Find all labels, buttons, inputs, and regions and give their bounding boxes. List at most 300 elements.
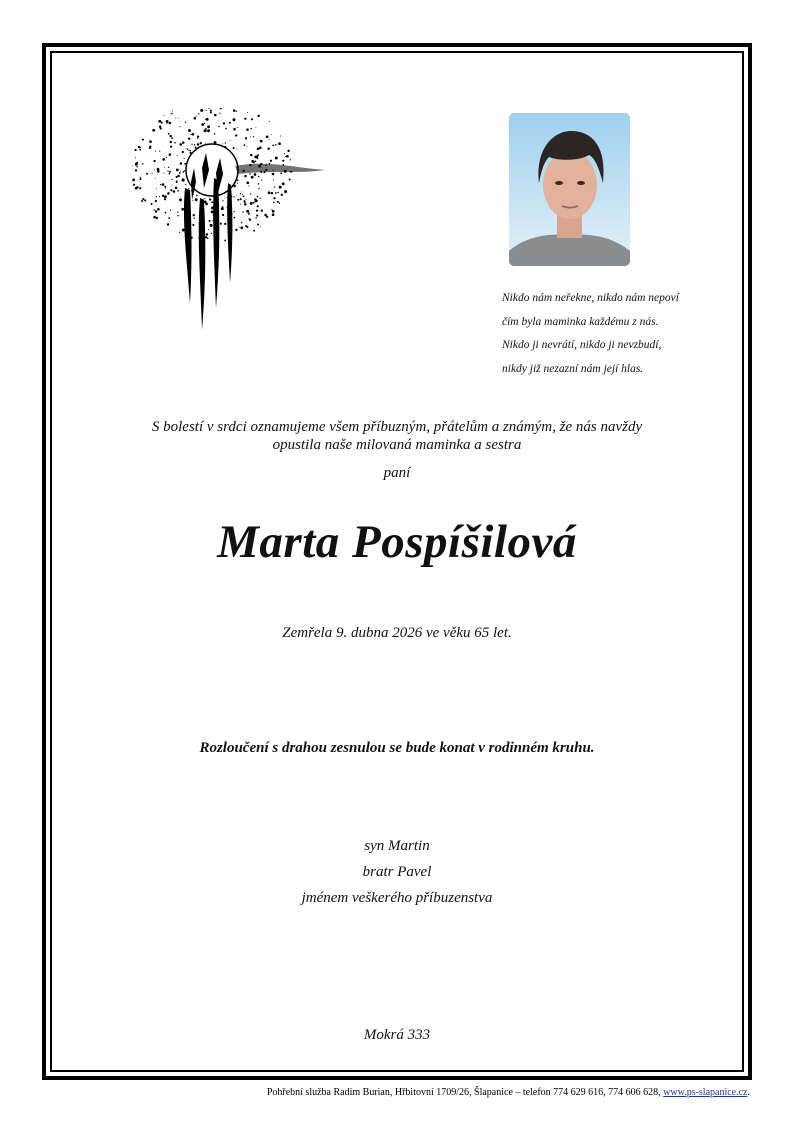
ornament-speck <box>188 188 189 189</box>
ornament-speck <box>282 160 284 162</box>
ornament-speck <box>240 198 242 200</box>
ornament-speck <box>176 181 178 183</box>
ornament-speck <box>195 198 198 201</box>
ornament-speck <box>172 110 173 111</box>
ornament-speck <box>142 163 144 165</box>
ornament-speck <box>194 217 195 218</box>
ornament-speck <box>244 203 247 206</box>
ornament-speck <box>284 153 285 154</box>
ornament-speck <box>272 213 275 216</box>
ornament-speck <box>157 168 160 171</box>
ornament-speck <box>154 216 155 217</box>
ornament-speck <box>166 123 167 124</box>
announcement-line-1: S bolestí v srdci oznamujeme všem příbuzným, přátelům a známým, že nás navždy <box>151 419 643 435</box>
ornament-speck <box>243 195 245 197</box>
ornament-speck <box>261 210 263 212</box>
ornament-speck <box>192 133 195 136</box>
ornament-speck <box>240 204 241 205</box>
ornament-speck <box>171 179 172 180</box>
ornament-speck <box>259 198 260 199</box>
ornament-speck <box>204 198 205 199</box>
ornament-speck <box>185 184 186 185</box>
ornament-speck <box>250 202 253 205</box>
ornament-speck <box>237 199 239 201</box>
ornament-speck <box>226 197 227 198</box>
ornament-speck <box>161 122 163 124</box>
signer: jménem veškerého příbuzenstva <box>301 890 493 906</box>
ornament-speck <box>225 128 227 130</box>
ornament-speck <box>164 167 165 168</box>
ornament-speck <box>257 205 259 207</box>
ornament-speck <box>246 146 247 147</box>
ornament-speck <box>246 199 247 200</box>
ornament-speck <box>244 118 246 120</box>
ornament-speck <box>211 210 214 213</box>
ornament-speck <box>164 195 167 198</box>
ornament-speck <box>250 154 252 156</box>
ornament-speck <box>275 144 277 146</box>
ornament-speck <box>165 188 166 189</box>
ornament-speck <box>167 192 170 195</box>
ornament-speck <box>177 212 178 213</box>
ornament-speck <box>257 115 259 117</box>
ornament-speck <box>177 215 179 217</box>
ornament-speck <box>275 192 277 194</box>
ornament-speck <box>181 208 184 211</box>
ornament-speck <box>132 178 135 181</box>
ornament-speck <box>207 237 209 239</box>
ornament-speck <box>269 121 270 122</box>
ornament-speck <box>269 139 270 140</box>
ornament-speck <box>146 173 148 175</box>
ornament-speck <box>214 133 216 135</box>
ornament-speck <box>132 165 133 166</box>
ornament-speck <box>246 181 249 184</box>
ornament-speck <box>275 157 278 160</box>
ornament-speck <box>182 229 185 232</box>
ornament-speck <box>211 201 213 203</box>
ornament-speck <box>233 118 236 121</box>
ornament-speck <box>168 217 170 219</box>
ornament-speck <box>234 217 236 219</box>
ornament-speck <box>248 213 250 215</box>
ornament-speck <box>289 179 291 181</box>
ornament-speck <box>258 183 260 185</box>
ornament-speck <box>149 140 152 143</box>
ornament-speck <box>169 153 172 156</box>
ornament-speck <box>287 150 289 152</box>
ornament-speck <box>160 127 162 129</box>
ornament-speck <box>219 113 220 114</box>
ornament-speck <box>189 150 191 152</box>
ornament-speck <box>235 134 237 136</box>
ornament-speck <box>139 178 141 180</box>
ornament-speck <box>253 136 254 137</box>
ornament-speck <box>244 201 246 203</box>
ornament-speck <box>233 211 234 212</box>
ornament-speck <box>267 147 269 149</box>
deceased-name: Marta Pospíšilová <box>217 516 577 568</box>
ornament-speck <box>209 220 211 222</box>
ornament-speck <box>187 149 188 150</box>
ornament-speck <box>256 209 258 211</box>
ornament-speck <box>240 226 243 229</box>
ornament-speck <box>253 202 255 204</box>
ornament-speck <box>279 203 280 204</box>
ornament-speck <box>255 160 257 162</box>
ornament-speck <box>179 143 182 146</box>
ornament-speck <box>280 136 281 137</box>
ornament-speck <box>272 210 275 213</box>
ornament-speck <box>261 180 262 181</box>
ornament-speck <box>237 179 239 181</box>
ornament-speck <box>245 225 246 226</box>
ornament-speck <box>224 223 226 225</box>
ornament-speck <box>218 126 220 128</box>
footer-suffix: . <box>747 1087 750 1098</box>
death-info: Zemřela 9. dubna 2026 ve věku 65 let. <box>282 625 512 641</box>
ornament-speck <box>255 200 258 203</box>
ornament-speck <box>212 220 213 221</box>
ornament-speck <box>233 109 236 112</box>
ornament-speck <box>166 157 167 158</box>
ornament-speck <box>200 109 203 112</box>
ornament-speck <box>151 203 153 205</box>
ornament-speck <box>166 120 169 123</box>
ornament-speck <box>254 173 257 176</box>
ornament-speck <box>258 176 260 178</box>
ornament-speck <box>211 233 212 234</box>
ornament-speck <box>136 166 137 167</box>
ornament-speck <box>195 147 197 149</box>
ornament-speck <box>280 172 282 174</box>
ornament-speck <box>256 155 258 157</box>
ornament-speck <box>173 190 176 193</box>
ornament-speck <box>197 143 199 145</box>
ornament-speck <box>282 182 285 185</box>
ornament-speck <box>139 149 141 151</box>
ornament-speck <box>172 113 173 114</box>
ornament-speck <box>153 209 154 210</box>
ornament-speck <box>171 185 172 186</box>
ornament-speck <box>236 195 237 196</box>
ornament-speck <box>171 137 173 139</box>
ornament-speck <box>192 224 194 226</box>
ornament-speck <box>201 123 204 126</box>
ornament-speck <box>220 108 222 109</box>
ornament-speck <box>206 233 208 235</box>
signers <box>56 833 738 911</box>
ornament-speck <box>156 217 158 219</box>
ornament-speck <box>240 193 241 194</box>
ornament-speck <box>273 179 274 180</box>
ornament-speck <box>155 210 157 212</box>
ornament-speck <box>241 222 242 223</box>
ornament-speck <box>170 189 172 191</box>
ornament-speck <box>157 208 160 211</box>
ornament-speck <box>176 169 179 172</box>
ornament-speck <box>140 177 141 178</box>
ornament-speck <box>239 227 240 228</box>
ornament-speck <box>224 239 226 241</box>
ornament-speck <box>196 116 197 117</box>
ornament-speck <box>156 196 157 197</box>
ornament-speck <box>245 137 247 139</box>
footer <box>267 1087 750 1098</box>
ornament-speck <box>235 229 237 231</box>
ornament-speck <box>255 127 256 128</box>
ornament-speck <box>167 223 169 225</box>
honorific: paní <box>383 465 411 481</box>
ornament-speck <box>266 135 269 138</box>
ornament-speck <box>260 197 261 198</box>
ornament-speck <box>205 128 207 130</box>
ornament-speck <box>186 148 187 149</box>
ornament-speck <box>244 175 246 177</box>
ornament-speck <box>174 142 176 144</box>
ornament-speck <box>182 179 185 182</box>
ornament-speck <box>135 157 136 158</box>
ornament-speck <box>274 186 275 187</box>
ornament-speck <box>233 147 235 149</box>
ornament-speck <box>284 190 287 193</box>
ornament-speck <box>136 186 138 188</box>
ornament-speck <box>175 117 176 118</box>
ornament-speck <box>169 173 171 175</box>
ornament-speck <box>177 155 178 156</box>
ornament-speck <box>135 149 137 151</box>
poem <box>502 287 742 381</box>
ornament-speck <box>155 178 156 179</box>
ornament-speck <box>177 175 180 178</box>
ornament-speck <box>179 126 180 127</box>
ornament-speck <box>135 169 137 171</box>
ornament-speck <box>250 193 251 194</box>
ornament-speck <box>222 200 223 201</box>
ornament-speck <box>290 159 291 160</box>
ornament-speck <box>273 197 275 199</box>
ornament-speck <box>242 194 243 195</box>
ornament-speck <box>230 140 231 141</box>
ornament-speck <box>249 173 250 174</box>
poem-line: nikdy již nezazní nám její hlas. <box>502 362 644 375</box>
ornament-speck <box>165 212 167 214</box>
ornament-speck <box>222 206 224 208</box>
ornament-speck <box>247 112 248 113</box>
ornament-speck <box>139 187 141 189</box>
ornament-speck <box>180 162 183 165</box>
ornament-speck <box>191 144 192 145</box>
signer: bratr Pavel <box>362 864 432 880</box>
ornament-speck <box>270 160 272 162</box>
ornament-speck <box>268 191 271 194</box>
ornament-speck <box>285 156 286 157</box>
ornament-speck <box>170 141 172 143</box>
ornament-speck <box>164 115 165 116</box>
ornament-speck <box>182 141 185 144</box>
ornament-speck <box>200 142 202 144</box>
ornament-speck <box>255 217 257 219</box>
ornament-speck <box>251 176 254 179</box>
ornament-speck <box>159 151 160 152</box>
address: Mokrá 333 <box>363 1027 431 1043</box>
ornament-speck <box>170 209 171 210</box>
ornament-speck <box>197 138 198 139</box>
ornament-speck <box>164 198 166 200</box>
announcement-line-2: opustila naše milovaná maminka a sestra <box>272 437 522 453</box>
ornament-speck <box>155 200 157 202</box>
ornament-speck <box>160 184 161 185</box>
ornament-speck <box>159 196 160 197</box>
ornament-speck <box>177 190 179 192</box>
ornament-speck <box>222 214 224 216</box>
ornament-speck <box>170 135 172 137</box>
ornament-speck <box>244 144 246 146</box>
ornament-speck <box>188 137 190 139</box>
ornament-speck <box>281 194 283 196</box>
ornament-speck <box>167 170 168 171</box>
ornament-speck <box>264 214 267 217</box>
ornament-speck <box>179 232 180 233</box>
poem-line: Nikdo nám neřekne, nikdo nám nepoví <box>502 292 679 304</box>
ornament-speck <box>257 224 259 226</box>
ornament-speck <box>152 129 155 132</box>
ornament-speck <box>249 218 250 219</box>
ornament-speck <box>176 176 178 178</box>
ornament-speck <box>179 172 181 174</box>
ornament-speck <box>185 122 186 123</box>
ornament-speck <box>277 201 279 203</box>
ornament-speck <box>250 128 251 129</box>
poem-line: Nikdo ji nevrátí, nikdo ji nevzbudí, <box>502 339 662 351</box>
ornament-speck <box>257 196 259 198</box>
ornament-speck <box>170 146 172 148</box>
ornament-speck <box>184 158 185 159</box>
ornament-speck <box>190 134 191 135</box>
ornament-speck <box>169 122 172 125</box>
ornament-speck <box>149 147 151 149</box>
ornament-speck <box>209 198 211 200</box>
ornament-speck <box>271 134 272 135</box>
ornament-speck <box>157 174 158 175</box>
ornament-speck <box>253 230 255 232</box>
ornament-speck <box>162 183 165 186</box>
ornament-speck <box>207 129 210 132</box>
ornament-speck <box>241 191 242 192</box>
ornament-speck <box>222 143 223 144</box>
ornament-speck <box>260 140 263 143</box>
ornament-speck <box>210 111 212 113</box>
portrait-photo <box>509 113 630 266</box>
ornament-speck <box>220 223 222 225</box>
ornament-speck <box>135 163 138 166</box>
ornament-speck <box>188 150 189 151</box>
ornament-speck <box>204 123 205 124</box>
ornament-speck <box>138 146 140 148</box>
ornament-speck <box>155 160 156 161</box>
ornament-speck <box>250 137 251 138</box>
ornament-speck <box>194 117 197 120</box>
ornament-speck <box>183 171 185 173</box>
ornament-speck <box>169 171 171 173</box>
footer-text: Pohřební služba Radim Burian, Hřbitovní 1709/26, Šlapanice – telefon 774 629 616, 774 606 628, <box>266 1087 664 1098</box>
ornament-speck <box>154 169 155 170</box>
ornament-speck <box>168 133 170 135</box>
ornament-speck <box>193 214 195 216</box>
ornament-speck <box>233 196 234 197</box>
candle-moon-ornament-icon <box>130 108 330 333</box>
ornament-speck <box>197 136 199 138</box>
ornament-speck <box>272 145 274 147</box>
ornament-speck <box>246 226 248 228</box>
ornament-speck <box>168 167 169 168</box>
ornament-speck <box>210 224 213 227</box>
ornament-speck <box>273 202 275 204</box>
ornament-speck <box>208 229 209 230</box>
ornament-speck <box>237 127 238 128</box>
ornament-speck <box>163 173 164 174</box>
ornament-speck <box>142 139 144 141</box>
ornament-speck <box>233 128 236 131</box>
ornament-speck <box>144 199 146 201</box>
ornament-speck <box>170 113 171 114</box>
ornament-speck <box>194 144 196 146</box>
ornament-speck <box>141 200 143 202</box>
ornament-speck <box>271 192 273 194</box>
ornament-speck <box>236 110 237 111</box>
ornament-speck <box>162 195 164 197</box>
ornament-speck <box>214 114 217 117</box>
ornament-speck <box>229 122 231 124</box>
ornament-speck <box>246 210 249 213</box>
poem-line: čím byla maminka každému z nás. <box>502 315 659 328</box>
announcement-text <box>56 418 738 454</box>
ornament-speck <box>248 185 249 186</box>
ornament-speck <box>175 187 178 190</box>
ornament-speck <box>182 151 184 153</box>
ornament-speck <box>211 207 212 208</box>
ornament-speck <box>178 118 179 119</box>
ornament-speck <box>133 184 135 186</box>
ornament-speck <box>179 198 182 201</box>
ornament-speck <box>164 186 166 188</box>
ornament-speck <box>257 147 260 150</box>
ornament-speck <box>188 129 191 132</box>
ornament-speck <box>208 108 209 109</box>
ornament-speck <box>196 195 198 197</box>
ornament-speck <box>251 118 253 120</box>
ornament-speck <box>198 113 199 114</box>
ornament-speck <box>152 173 153 174</box>
ornament-speck <box>225 142 226 143</box>
ornament-speck <box>278 142 281 145</box>
signer: syn Martin <box>364 838 430 854</box>
ornament-speck <box>204 201 207 204</box>
ornament-speck <box>237 183 238 184</box>
ornament-speck <box>279 186 282 189</box>
ornament-speck <box>237 148 238 149</box>
ornament-speck <box>246 128 249 131</box>
ornament-speck <box>162 158 165 161</box>
ornament-speck <box>223 122 225 124</box>
ornament-speck <box>192 200 193 201</box>
ornament-speck <box>256 215 258 217</box>
ornament-speck <box>180 171 181 172</box>
footer-website-link[interactable]: www.ps-slapanice.cz <box>663 1087 748 1098</box>
ornament-speck <box>258 188 259 189</box>
ornament-speck <box>205 143 206 144</box>
ornament-speck <box>155 151 156 152</box>
